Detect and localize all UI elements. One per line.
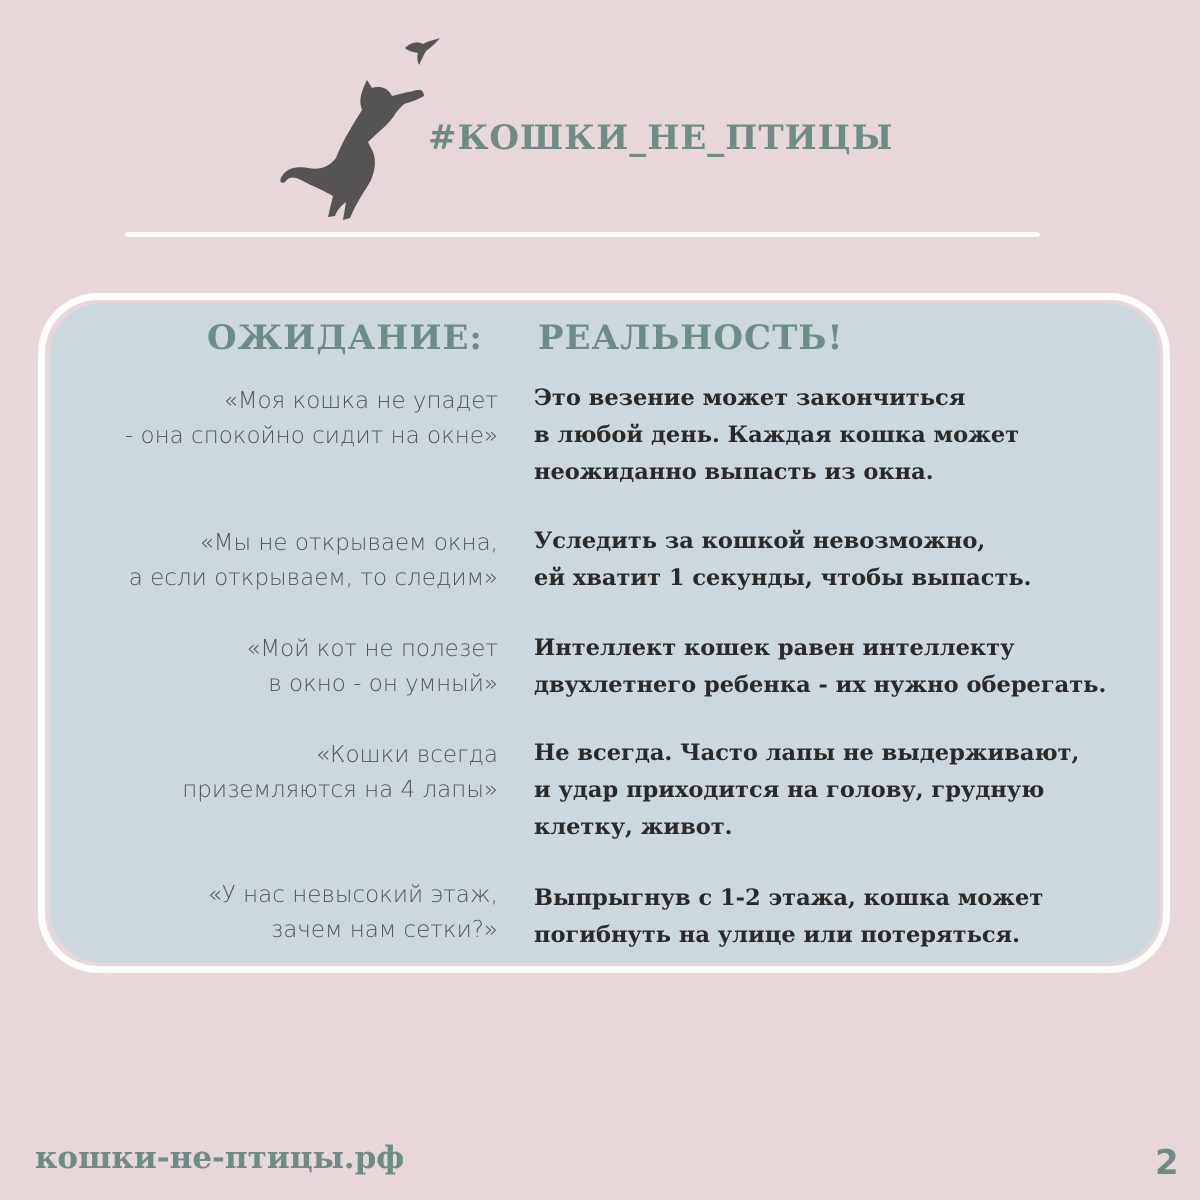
myth-text: «Моя кошка не упадет - она спокойно сидит на окне» xyxy=(124,388,498,449)
fact-text: Это везение может закончиться в любой день. Каждая кошка может неожиданно выпасть из окна. xyxy=(534,385,1020,485)
fact-text: Не всегда. Часто лапы не выдерживают, и удар приходится на голову, грудную клетку, живот. xyxy=(534,740,1080,840)
reality-heading: РЕАЛЬНОСТЬ! xyxy=(538,318,844,358)
myth-text: «Кошки всегда приземляются на 4 лапы» xyxy=(182,742,498,803)
header-divider xyxy=(125,232,1040,237)
hashtag-title: #КОШКИ_НЕ_ПТИЦЫ xyxy=(428,118,894,158)
cat-jumping-at-bird-icon xyxy=(270,30,450,230)
fact-text: Выпрыгнув с 1-2 этажа, кошка может погибнуть на улице или потеряться. xyxy=(534,885,1044,948)
myth-text: «Мой кот не полезет в окно - он умный» xyxy=(246,636,498,697)
website-link[interactable]: кошки-не-птицы.рф xyxy=(35,1140,405,1176)
fact-text: Уследить за кошкой невозможно, ей хватит 1 секунды, чтобы выпасть. xyxy=(534,528,1032,591)
myth-text: «Мы не открываем окна, а если открываем, то следим» xyxy=(128,530,498,591)
fact-text: Интеллект кошек равен интеллекту двухлетнего ребенка - их нужно оберегать. xyxy=(534,635,1107,698)
header xyxy=(0,0,1200,250)
expectation-heading: ОЖИДАНИЕ: xyxy=(207,318,483,358)
page-number: 2 xyxy=(1155,1143,1179,1183)
myth-text: «У нас невысокий этаж, зачем нам сетки?» xyxy=(207,882,498,943)
